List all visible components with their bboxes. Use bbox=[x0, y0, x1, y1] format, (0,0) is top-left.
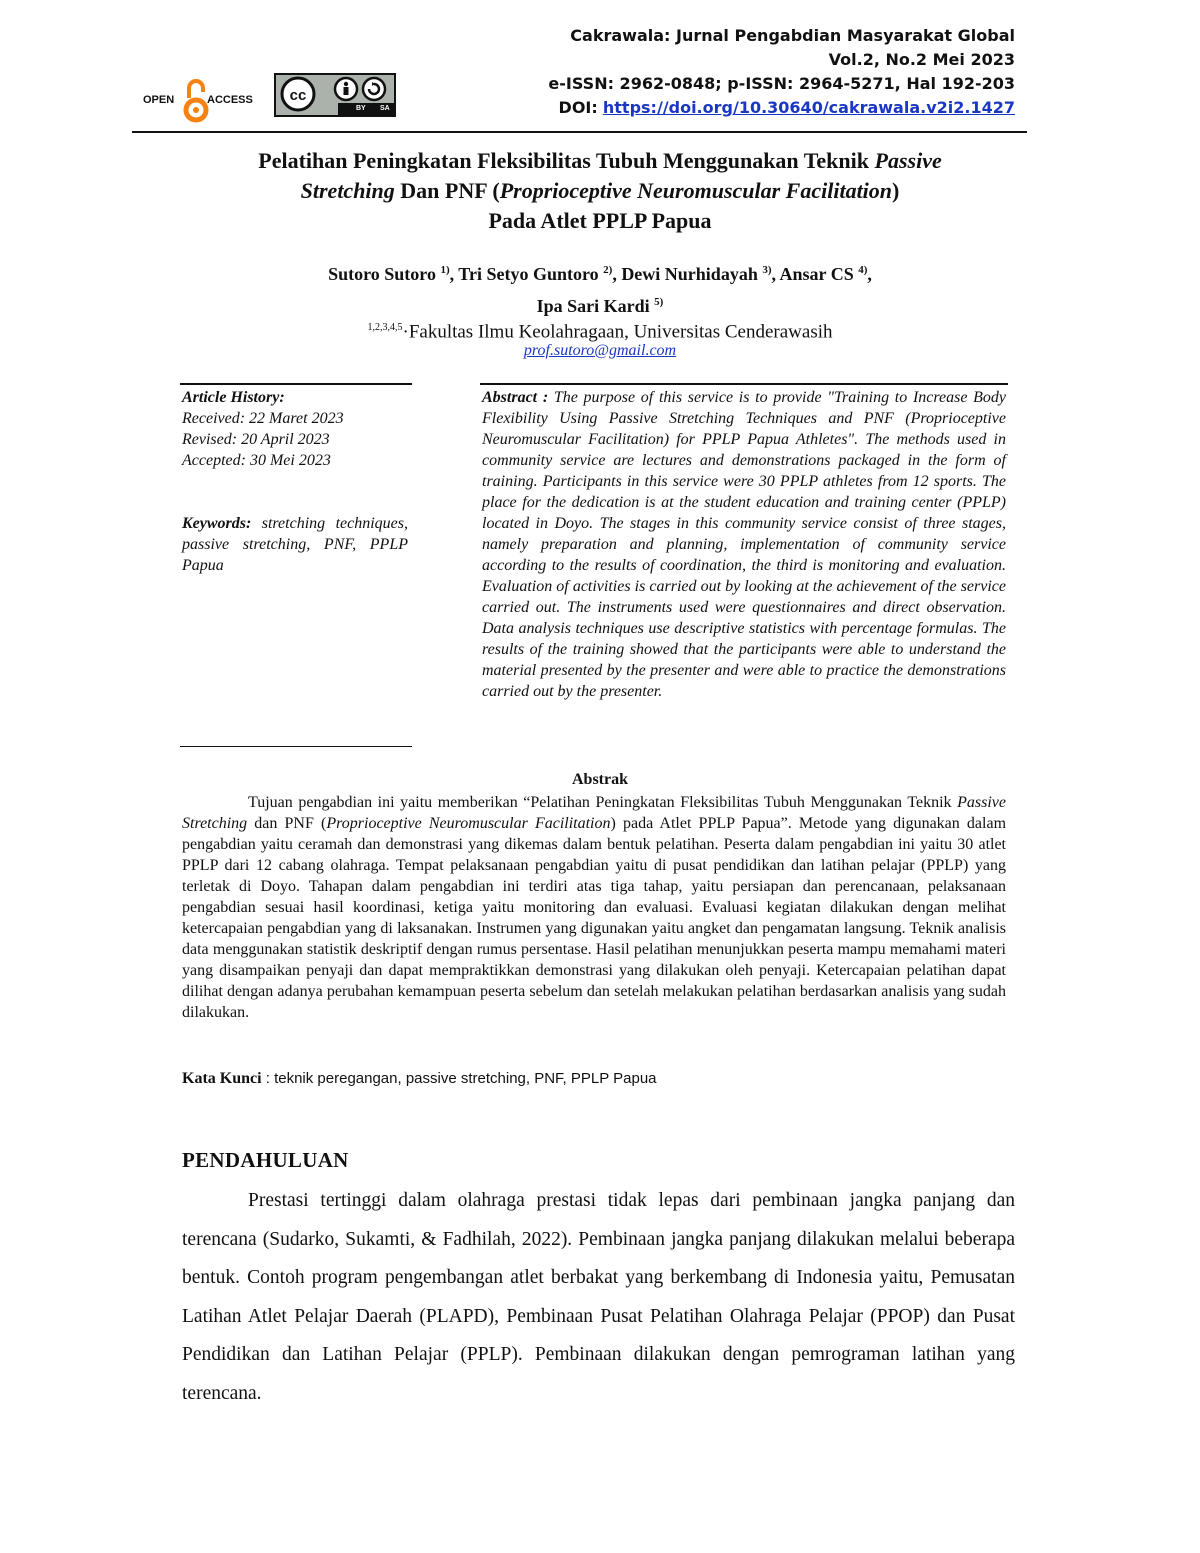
affiliation-text: Fakultas Ilmu Keolahragaan, Universitas Cenderawasih bbox=[408, 321, 833, 343]
section-heading-pendahuluan: PENDAHULUAN bbox=[182, 1148, 349, 1172]
abstrak-body bbox=[182, 792, 1006, 1023]
cc-by-label: BY bbox=[356, 105, 366, 112]
doi-link[interactable]: https://doi.org/10.30640/cakrawala.v2i2.1427 bbox=[602, 98, 1015, 117]
affiliation-superscript: 1,2,3,4,5 bbox=[367, 322, 403, 333]
abstrak-text-1: Tujuan pengabdian ini yaitu memberikan “Pelatihan Peningkatan Fleksibilitas Tubuh Menggunakan Teknik bbox=[248, 794, 958, 811]
author-superscript: 1) bbox=[440, 264, 450, 276]
svg-text:cc: cc bbox=[289, 87, 307, 104]
keywords-block bbox=[182, 513, 408, 576]
open-access-label-open: OPEN bbox=[143, 94, 175, 106]
affiliation: $^{1,2,3,4,5}$·Fakultas Ilmu Keolahragaan, Universitas Cenderawasih bbox=[367, 321, 833, 343]
intro-paragraph: Prestasi tertinggi dalam olahraga prestasi tidak lepas dari pembinaan jangka panjang dan terencana (Sudarko, Sukamti, & Fadhilah, 2022). Pembinaan jangka panjang dilakukan melalui beberapa bentuk. Contoh program pengembangan atlet berbakat yang berkembang di Indonesia yaitu, Pemusatan Latihan Atlet Pelajar Daerah (PLAPD), Pembinaan Pusat Pelatihan Olahraga Pelajar (PPOP) dan Pusat Pendidikan dan Latihan Pelajar (PPLP). Pembinaan dilakukan dengan pemrograman latihan yang terencana. bbox=[182, 1190, 1015, 1404]
title-italic-stretching: Stretching bbox=[300, 178, 395, 203]
author-name: , Dewi Nurhidayah bbox=[612, 264, 758, 284]
author-separator: , bbox=[867, 264, 872, 284]
abstract-label: Abstract : bbox=[482, 389, 549, 406]
author-list bbox=[150, 256, 1050, 320]
title-text-3: ) bbox=[892, 178, 900, 203]
author-name: Sutoro Sutoro bbox=[328, 264, 436, 284]
abstrak-heading: Abstrak bbox=[571, 771, 628, 788]
title-text-2: Dan PNF ( bbox=[394, 178, 500, 203]
author-superscript: 5) bbox=[654, 296, 664, 308]
author-superscript: 2) bbox=[603, 264, 613, 276]
cc-sa-label: SA bbox=[380, 105, 390, 112]
author-name: , Ansar CS bbox=[771, 264, 854, 284]
abstract-top-rule bbox=[480, 383, 1008, 385]
keywords-label: Keywords: bbox=[182, 515, 252, 532]
article-history-heading: Article History: bbox=[182, 389, 285, 406]
kata-kunci-text: : teknik peregangan, passive stretching, PNF, PPLP Papua bbox=[261, 1070, 657, 1087]
cc-by-sa-badge bbox=[274, 73, 396, 117]
paper-title bbox=[150, 146, 1050, 236]
author-name: , Tri Setyo Guntoro bbox=[449, 264, 599, 284]
journal-info bbox=[495, 24, 1015, 120]
history-bottom-rule bbox=[180, 746, 412, 747]
abstrak-italic-2: Proprioceptive Neuromuscular Facilitation bbox=[326, 815, 611, 832]
journal-volume: Vol.2, No.2 Mei 2023 bbox=[828, 50, 1015, 69]
header-divider bbox=[132, 131, 1027, 133]
title-italic-passive: Passive bbox=[874, 148, 942, 173]
title-italic-pnf: Proprioceptive Neuromuscular Facilitation bbox=[499, 178, 893, 203]
received-date: Received: 22 Maret 2023 bbox=[182, 410, 344, 427]
abstract-english bbox=[482, 387, 1006, 702]
revised-date: Revised: 20 April 2023 bbox=[182, 431, 330, 448]
open-access-label-access: ACCESS bbox=[207, 94, 253, 106]
kata-kunci bbox=[182, 1068, 1006, 1089]
abstrak-text-2: dan PNF ( bbox=[247, 815, 327, 832]
open-lock-icon bbox=[183, 78, 209, 126]
journal-issn: e-ISSN: 2962-0848; p-ISSN: 2964-5271, Hal 192-203 bbox=[548, 74, 1015, 93]
accepted-date: Accepted: 30 Mei 2023 bbox=[182, 452, 331, 469]
article-history bbox=[182, 387, 410, 471]
doi-label: DOI: bbox=[558, 98, 598, 117]
creative-commons-icon bbox=[276, 75, 394, 115]
abstrak-italic-1: Passive Stretching bbox=[182, 794, 1006, 832]
history-top-rule bbox=[180, 383, 412, 385]
title-text-line3: Pada Atlet PPLP Papua bbox=[488, 208, 712, 233]
keywords-text: stretching techniques, passive stretching, PNF, PPLP Papua bbox=[182, 515, 408, 574]
abstract-text: The purpose of this service is to provide "Training to Increase Body Flexibility Using Passive Stretching Techniques and PNF (Proprioceptive Neuromuscular Facilitation) for PPLP Papua Athletes". The methods used in community service are lectures and demonstrations packaged in the form of training. Participants in this service were 30 PPLP athletes from 12 sports. The place for the dedication is at the student education and training center (PPLP) located in Doyo. The stages in this community service consist of three stages, namely preparation and planning, implementation of community service according to the results of coordination, the third is monitoring and evaluation. Evaluation of activities is carried out by looking at the achievement of the service carried out. The instruments used were questionnaires and direct observation. Data analysis techniques use descriptive statistics with percentage formulas. The results of the training showed that the participants were able to understand the material presented by the presenter and were able to practice the demonstrations carried out by the presenter. bbox=[482, 389, 1007, 700]
open-access-logo bbox=[143, 78, 263, 126]
author-name: Ipa Sari Kardi bbox=[536, 296, 650, 316]
author-superscript: 4) bbox=[858, 264, 868, 276]
author-email-link[interactable]: prof.sutoro@gmail.com bbox=[523, 342, 677, 359]
abstrak-text-3: ) pada Atlet PPLP Papua”. Metode yang digunakan dalam pengabdian yaitu ceramah dan demonstrasi yang dikemas dalam bentuk pelatihan. Peserta dalam pengabdian ini yaitu 30 atlet PPLP dari 12 cabang olahraga. Tempat pelaksanaan pengabdian yaitu di pusat pendidikan dan latihan pelajar (PPLP) yang terletak di Doyo. Tahapan dalam pengabdian ini terdiri atas tiga tahap, yaitu persiapan dan perencanaan, pelaksanaan pengabdian sesuai hasil koordinasi, ketiga yaitu monitoring dan evaluasi. Evaluasi kegiatan dilakukan dengan melihat ketercapaian pengabdian yang di laksanakan. Instrumen yang digunakan yaitu angket dan pengamatan langsung. Teknik analisis data menggunakan statistik deskriptif dengan rumus persentase. Hasil pelatihan menunjukkan peserta mampu memahami materi yang disampaikan penyaji dan dapat mempraktikkan demonstrasi yang dilakukan oleh penyaji. Ketercapaian pelatihan dapat dilihat dengan adanya perubahan kemampuan peserta sebelum dan setelah melakukan pelatihan berdasarkan analisis yang sudah dilakukan. bbox=[182, 815, 1007, 1021]
kata-kunci-label: Kata Kunci bbox=[182, 1070, 262, 1087]
author-superscript: 3) bbox=[762, 264, 772, 276]
journal-name: Cakrawala: Jurnal Pengabdian Masyarakat Global bbox=[570, 26, 1015, 45]
title-text-1: Pelatihan Peningkatan Fleksibilitas Tubuh Menggunakan Teknik bbox=[258, 148, 875, 173]
